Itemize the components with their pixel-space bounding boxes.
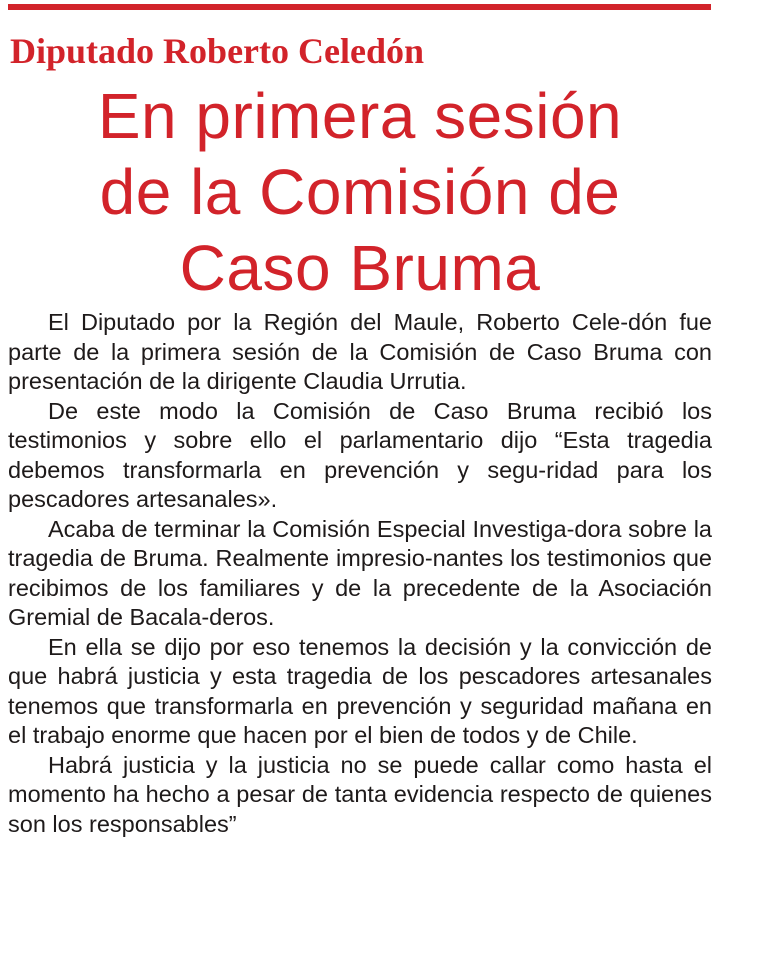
article-paragraph: El Diputado por la Región del Maule, Roberto Cele-dón fue parte de la primera sesión de la Comisión de Caso Bruma con presentación de la dirigente Claudia Urrutia. (8, 309, 712, 394)
headline-line: Caso Bruma (179, 232, 541, 304)
top-red-rule (8, 4, 711, 10)
article-paragraph: De este modo la Comisión de Caso Bruma recibió los testimonios y sobre ello el parlamentario dijo “Esta tragedia debemos transformarla en prevención y segu-ridad para los pescadores artesanales». (8, 397, 712, 512)
article-paragraph: Habrá justicia y la justicia no se puede callar como hasta el momento ha hecho a pesar de tanta evidencia respecto de quienes son los responsables” (8, 751, 712, 837)
article-paragraph: En ella se dijo por eso tenemos la decisión y la convicción de que habrá justicia y esta tragedia de los pescadores artesanales tenemos que transformarla en prevención y seguridad mañana en el trabajo enorme que hacen por el bien de todos y de Chile. (8, 633, 712, 748)
article-kicker: Diputado Roberto Celedón (10, 31, 425, 71)
article-paragraph: Acaba de terminar la Comisión Especial Investiga-dora sobre la tragedia de Bruma. Realmente impresio-nantes los testimonios que recibimos de los familiares y de la precedente de la Asociación Gremial de Bacala-deros. (8, 515, 712, 630)
article-body (8, 308, 712, 839)
article-headline (0, 78, 720, 306)
headline-line: En primera sesión (97, 80, 623, 152)
headline-line: de la Comisión de (99, 156, 621, 228)
